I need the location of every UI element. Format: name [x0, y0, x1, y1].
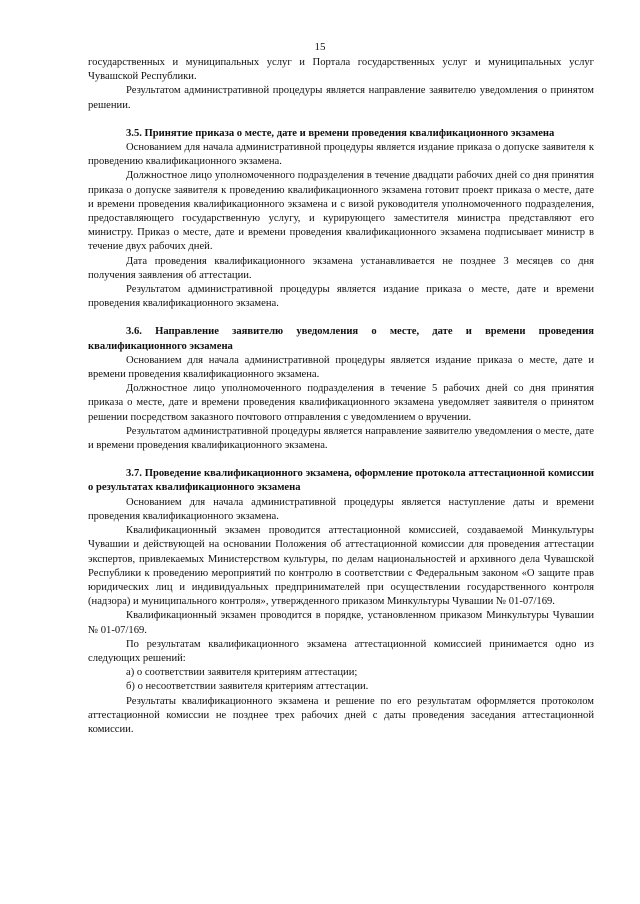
paragraph: Квалификационный экзамен проводится аттестационной комиссией, создаваемой Минкультуры Чувашии и действующей на основании Положения об аттестационной комиссии для проведения аттестации экспертов, привлекаемых Министерством культуры, по делам национальностей и архивного дела Чувашской Республики к проведению мероприятий по контролю в соответствии с Федеральным законом «О защите прав юридических лиц и индивидуальных предпринимателей при осуществлении государственного контроля (надзора) и муниципального контроля», утвержденного приказом Минкультуры Чувашии № 01-07/169. — [88, 525, 594, 608]
document-body — [88, 56, 594, 737]
paragraph: Основанием для начала административной процедуры является наступление даты и времени проведения квалификационного экзамена. — [88, 496, 594, 522]
paragraph: Результатом административной процедуры является издание приказа о месте, дате и времени проведения квалификационного экзамена. — [88, 284, 594, 310]
paragraph: Должностное лицо уполномоченного подразделения в течение 5 рабочих дней со дня принятия приказа о месте, дате и времени проведения квалификационного экзамена уведомляет заявителя о принятом решении посредством заказного почтового отправления с уведомлением о вручении. — [88, 383, 594, 423]
paragraph: б) о несоответствии заявителя критериям аттестации. — [126, 681, 369, 693]
section-heading: 3.7. Проведение квалификационного экзамена, оформление протокола аттестационной комиссии о результатах квалификационного экзамена — [88, 468, 594, 494]
section-heading: 3.6. Направление заявителю уведомления о месте, дате и времени проведения квалификационного экзамена — [88, 326, 594, 352]
paragraph-spacer — [88, 311, 594, 325]
paragraph: а) о соответствии заявителя критериям аттестации; — [126, 667, 358, 679]
paragraph: Основанием для начала административной процедуры является издание приказа о допуске заявителя к проведению квалификационного экзамена. — [88, 142, 594, 168]
paragraph-spacer — [88, 113, 594, 127]
paragraph: Результатом административной процедуры является направление заявителю уведомления о принятом решении. — [88, 85, 594, 111]
paragraph: Результаты квалификационного экзамена и решение по его результатам оформляется протоколом аттестационной комиссии не позднее трех рабочих дней с даты проведения заседания аттестационной комиссии. — [88, 695, 594, 735]
page-number: 15 — [314, 41, 326, 53]
paragraph: По результатам квалификационного экзамена аттестационной комиссией принимается одно из следующих решений: — [88, 638, 594, 664]
section-heading: 3.5. Принятие приказа о месте, дате и времени проведения квалификационного экзамена — [126, 127, 555, 139]
paragraph: Должностное лицо уполномоченного подразделения в течение двадцати рабочих дней со дня принятия приказа о допуске заявителя к проведению квалификационного экзамена готовит проект приказа о месте, дате и времени проведения квалификационного экзамена и с визой руководителя уполномоченного подразделения, предоставляющего государственную услугу, и курирующего заместителя министра представляют его министру. Приказ о месте, дате и времени проведения квалификационного экзамена подписывает министр в течение двух рабочих дней. — [88, 170, 594, 253]
paragraph-spacer — [88, 453, 594, 467]
paragraph: Основанием для начала административной процедуры является издание приказа о месте, дате и времени проведения квалификационного экзамена. — [88, 354, 594, 381]
paragraph: Квалификационный экзамен проводится в порядке, установленном приказом Минкультуры Чувашии № 01-07/169. — [88, 610, 594, 636]
paragraph: государственных и муниципальных услуг и Портала государственных услуг и муниципальных услуг Чувашской Республики. — [88, 57, 594, 83]
paragraph: Дата проведения квалификационного экзамена устанавливается не позднее 3 месяцев со дня получения заявления об аттестации. — [88, 255, 594, 281]
paragraph: Результатом административной процедуры является направление заявителю уведомления о месте, дате и времени проведения квалификационного экзамена. — [88, 425, 594, 452]
